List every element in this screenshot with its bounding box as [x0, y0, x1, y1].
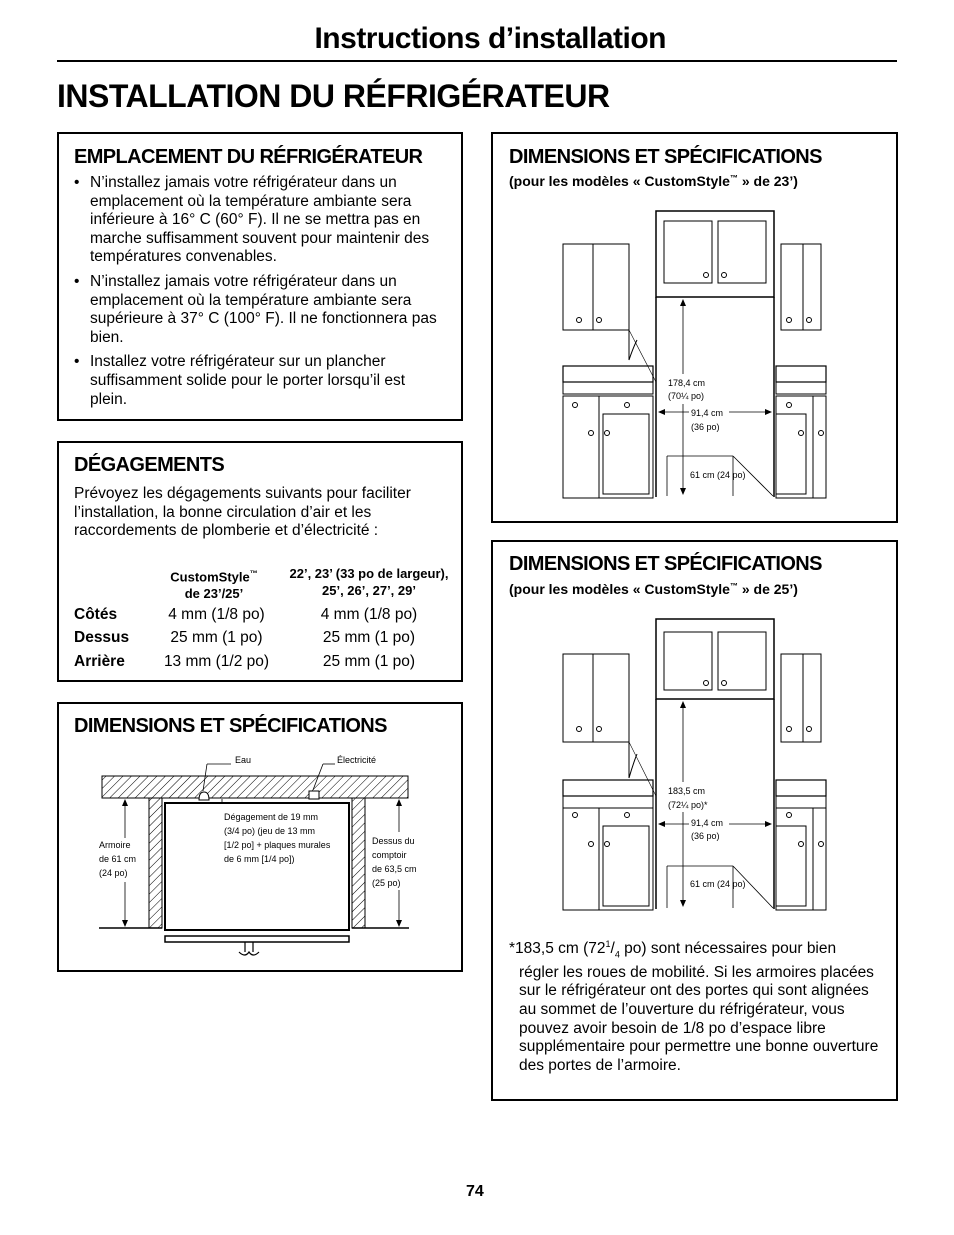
header-rule	[57, 60, 897, 62]
label-height-2: (70¼ po)	[668, 391, 705, 401]
col2-head-a: 22’, 23’ (33 po de largeur),	[289, 566, 449, 581]
header-title: Instructions d’installation	[314, 22, 666, 55]
list-item: • Installez votre réfrigérateur sur un plancher suffisamment solide pour le porter lorsqu’il est plein.	[74, 353, 444, 409]
subtitle-a: (pour les modèles « CustomStyle	[509, 581, 730, 597]
clearances-heading: DÉGAGEMENTS	[74, 454, 225, 476]
page-title: INSTALLATION DU RÉFRIGÉRATEUR	[57, 78, 610, 114]
label-clearance-2: (3/4 po) (jeu de 13 mm	[224, 826, 316, 836]
label-clearance-3: [1/2 po] + plaques murales	[224, 840, 331, 850]
label-clearance-1: Dégagement de 19 mm	[224, 812, 319, 822]
row-label: Dessus	[74, 629, 130, 646]
label-width-1: 91,4 cm	[691, 408, 724, 418]
dims-23-heading: DIMENSIONS ET SPÉCIFICATIONS	[509, 146, 822, 168]
list-item: • N’installez jamais votre réfrigérateur dans un emplacement où la température ambiante sera inférieure à 16° C (60° F). Il ne se mettra pas en marche suffisamment souvent pour maintenir des températures convenables.	[74, 174, 444, 267]
front-view-diagram-25	[493, 542, 896, 932]
label-armoire-2: de 61 cm	[99, 854, 137, 864]
label-height-1: 178,4 cm	[668, 378, 706, 388]
dims-top-heading: DIMENSIONS ET SPÉCIFICATIONS	[74, 715, 387, 737]
trademark: ™	[729, 173, 738, 183]
location-list	[74, 174, 444, 415]
col1-head-b: de 23’/25’	[184, 586, 244, 602]
fraction-denominator: 4	[614, 949, 620, 960]
dims-23-box	[491, 132, 898, 523]
dims-top-box	[57, 702, 463, 972]
list-item: • N’installez jamais votre réfrigérateur dans un emplacement où la température ambiante sera supérieure à 37° C (100° F). Il ne fonctionnera pas bien.	[74, 273, 444, 347]
clearances-intro: Prévoyez les dégagements suivants pour faciliter l’installation, la bonne circulation d’air et les raccordements de plomberie et d’électricité :	[74, 485, 411, 540]
label-depth: 61 cm (24 po)	[690, 879, 746, 889]
subtitle-a: (pour les modèles « CustomStyle	[509, 173, 730, 189]
row-value-b: 4 mm (1/8 po)	[320, 606, 418, 623]
row-value-a: 13 mm (1/2 po)	[163, 653, 270, 670]
col1-head-a: CustomStyle	[170, 569, 250, 585]
top-view-diagram	[59, 704, 461, 970]
footnote-a: *183,5 cm (72	[509, 940, 606, 958]
front-view-diagram-23	[493, 134, 896, 521]
trademark: ™	[249, 569, 258, 578]
dims-25-footnote	[509, 935, 879, 1075]
fraction-numerator: 1	[605, 939, 611, 949]
location-heading: EMPLACEMENT DU RÉFRIGÉRATEUR	[74, 146, 423, 168]
label-clearance-4: de 6 mm [1/4 po])	[224, 854, 295, 864]
label-comptoir-3: de 63,5 cm	[372, 864, 417, 874]
label-electricite: Électricité	[337, 755, 377, 765]
clearances-col2-head	[277, 565, 461, 599]
label-depth: 61 cm (24 po)	[690, 470, 746, 480]
page-number: 74	[466, 1183, 484, 1200]
label-comptoir-4: (25 po)	[372, 878, 401, 888]
label-height-2: (72¼ po)*	[668, 800, 708, 810]
clearances-col1-head	[149, 565, 279, 602]
dims-25-heading: DIMENSIONS ET SPÉCIFICATIONS	[509, 553, 822, 575]
label-armoire-1: Armoire	[99, 840, 131, 850]
footnote-b: po) sont nécessaires pour	[619, 940, 803, 958]
col2-head-b: 25’, 26’, 27’, 29’	[322, 583, 416, 598]
label-height-1: 183,5 cm	[668, 786, 706, 796]
footnote-rest: bien régler les roues de mobilité. Si les armoires placées sur le réfrigérateur ont des portes qui sont alignées au sommet de l’ouverture du réfrigérateur, vous pouvez avoir besoin de 1/8 po d’espace libre supplémentaire pour permettre une bonne ouverture des portes de l’armoire.	[519, 940, 879, 1074]
label-comptoir-2: comptoir	[372, 850, 407, 860]
row-value-a: 4 mm (1/8 po)	[168, 606, 265, 623]
dims-25-box	[491, 540, 898, 1101]
label-width-2: (36 po)	[691, 422, 720, 432]
subtitle-b: » de 23’)	[737, 173, 798, 189]
clearances-box	[57, 441, 463, 682]
trademark: ™	[729, 581, 738, 591]
row-label: Arrière	[74, 653, 125, 670]
row-value-a: 25 mm (1 po)	[170, 629, 263, 646]
label-comptoir-1: Dessus du	[372, 836, 415, 846]
footnote-text: *183,5 cm ($72^1/_4$ po) sont nécessaires pour bien régler les roues de mobilité. Si les armoires placées sur le réfrigérateur ont des portes qui sont alignées au sommet de l’ouverture du réfrigérateur, vous pouvez avoir besoin de 1/8 po d’espace libre supplémentaire pour permettre une bonne ouverture des portes de l’armoire.	[509, 939, 879, 1074]
label-eau: Eau	[235, 755, 252, 765]
row-value-b: 25 mm (1 po)	[322, 629, 416, 646]
label-width-2: (36 po)	[691, 831, 720, 841]
row-label: Côtés	[74, 606, 118, 623]
label-width-1: 91,4 cm	[691, 818, 724, 828]
row-value-b: 25 mm (1 po)	[322, 653, 416, 670]
location-box	[57, 132, 463, 421]
subtitle-b: » de 25’)	[737, 581, 798, 597]
label-armoire-3: (24 po)	[99, 868, 128, 878]
